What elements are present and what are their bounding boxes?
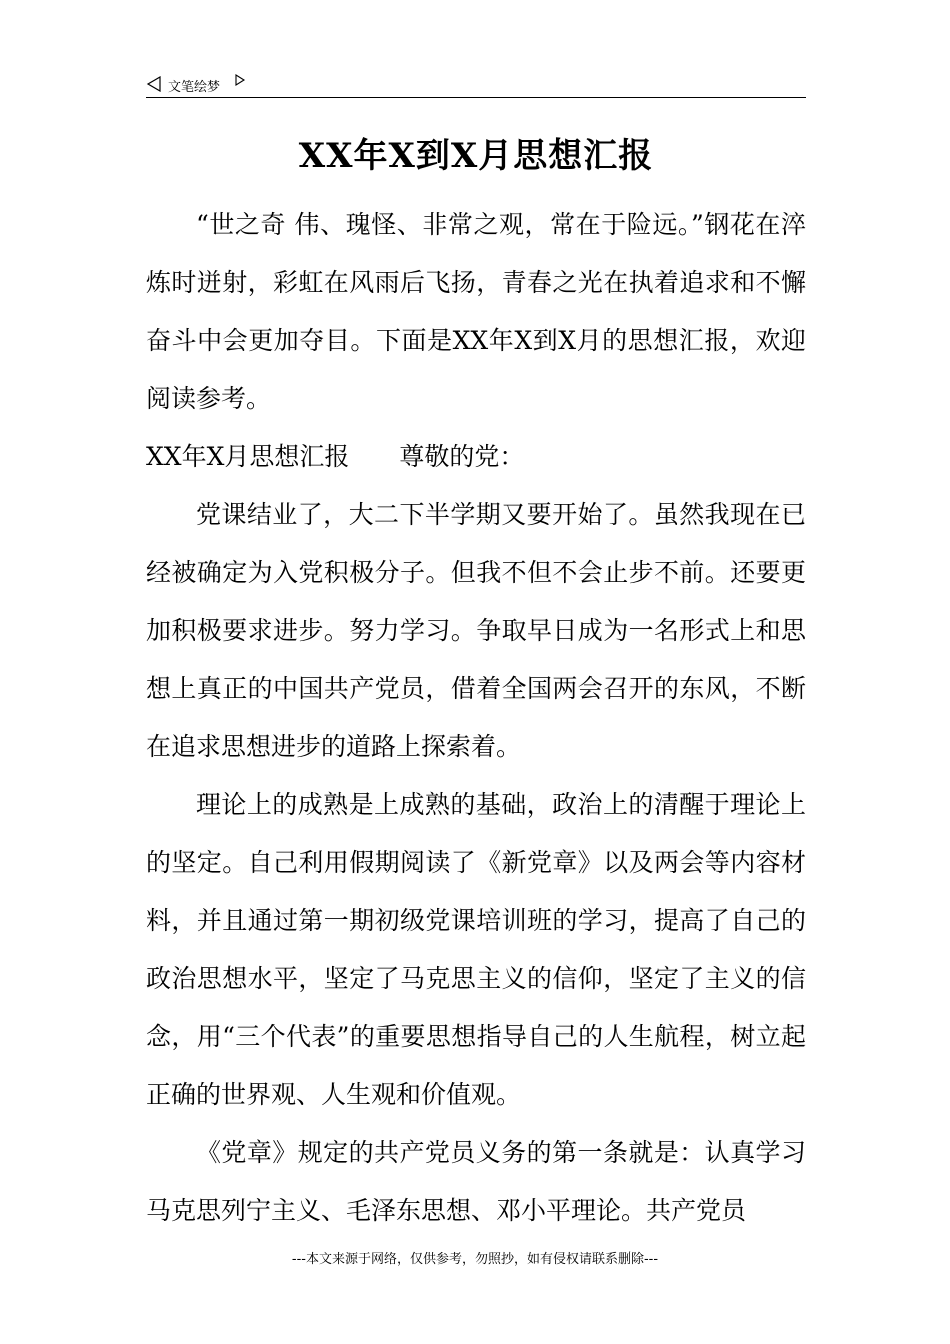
page-header [146,72,806,98]
subheading-line [146,428,806,486]
paragraph: 党课结业了，大二下半学期又要开始了。虽然我现在已经被确定为入党积极分子。但我不但不会止步不前。还要更加积极要求进步。努力学习。争取早日成为一名形式上和思想上真正的中国共产党员，借着全国两会召开的东风，不断在追求思想进步的道路上探索着。 [146,500,806,761]
subheading-title: XX年X月思想汇报 [146,442,350,471]
header-divider [146,97,806,98]
salutation: 尊敬的党： [399,442,525,471]
triangle-right-outline-icon [234,74,246,90]
paragraph: 理论上的成熟是上成熟的基础，政治上的清醒于理论上的坚定。自己利用假期阅读了《新党章》以及两会等内容材料，并且通过第一期初级党课培训班的学习，提高了自己的政治思想水平，坚定了马克思主义的信仰，坚定了主义的信念，用“三个代表”的重要思想指导自己的人生航程，树立起正确的世界观、人生观和价值观。 [146,790,806,1109]
paragraph: 《党章》规定的共产党员义务的第一条就是：认真学习马克思列宁主义、毛泽东思想、邓小平理论。共产党员 [146,1138,806,1225]
page-footer-disclaimer: ---本文来源于网络，仅供参考，勿照抄，如有侵权请联系删除--- [291,1252,659,1267]
paragraph: “世之奇 伟、瑰怪、非常之观，常在于险远。”钢花在淬炼时迸射，彩虹在风雨后飞扬，青春之光在执着追求和不懈奋斗中会更加夺目。下面是XX年X到X月的思想汇报，欢迎阅读参考。 [146,210,806,413]
header-brand: 文笔绘梦 [168,80,221,95]
document-title: XX年X到X月思想汇报 [298,136,654,176]
triangle-left-outline-icon [146,76,162,96]
document-body [146,196,806,1240]
